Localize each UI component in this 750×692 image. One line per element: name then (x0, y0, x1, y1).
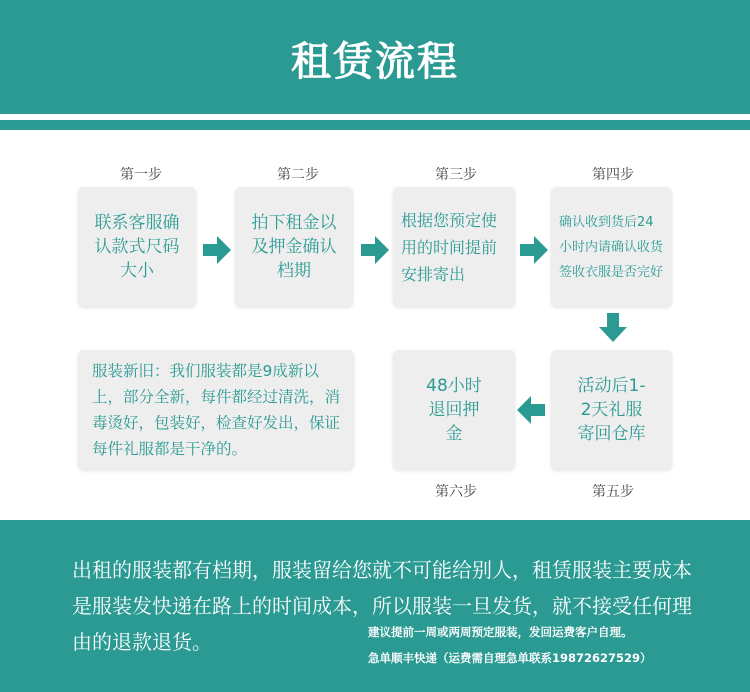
step-6-box (393, 350, 515, 470)
step-1-box (78, 187, 196, 307)
step-3-label: 第三步 (435, 167, 477, 183)
condition-note-box (78, 350, 354, 470)
step-3-box (393, 187, 515, 307)
condition-note-text: 服装新旧：我们服装都是9成新以上，部分全新，每件都经过清洗，消毒烫好，包装好，检查好发出，保证每件礼服都是干净的。 (92, 362, 341, 458)
step-5-box (551, 350, 672, 470)
step-2-box (235, 187, 353, 307)
step-4-text: 确认收到货后24小时内请确认收货签收衣服是否完好 (559, 214, 664, 280)
header-stripe (0, 120, 750, 130)
step-1-text: 联系客服确认款式尺码大小 (94, 213, 180, 281)
arrow-right-icon (203, 235, 231, 265)
footer-panel (0, 520, 750, 692)
step-6-text: 48小时退回押金 (426, 376, 482, 444)
step-4-box (551, 187, 672, 307)
step-5-label: 第五步 (592, 484, 634, 500)
step-1-label: 第一步 (120, 167, 162, 183)
page-title: 租赁流程 (291, 39, 459, 85)
step-5-text: 活动后1-2天礼服寄回仓库 (577, 376, 646, 444)
step-6-label: 第六步 (435, 484, 477, 500)
step-4-label: 第四步 (592, 167, 634, 183)
arrow-right-icon (361, 235, 389, 265)
footer-main-text: 出租的服装都有档期，服装留给您就不可能给别人，租赁服装主要成本是服装发快递在路上的时间成本，所以服装一旦发货，就不接受任何理由的退款退货。 (72, 558, 692, 654)
arrow-left-icon (516, 395, 546, 425)
step-3-text: 根据您预定使用的时间提前安排寄出 (401, 210, 498, 284)
arrow-right-icon (520, 235, 548, 265)
step-2-label: 第二步 (277, 167, 319, 183)
footer-note-line1: 建议提前一周或两周预定服装，发回运费客户自理。 (368, 625, 633, 639)
header-banner (0, 0, 750, 114)
step-2-text: 拍下租金以及押金确认档期 (251, 213, 337, 281)
footer-note-line2: 急单顺丰快递（运费需自理急单联系19872627529） (368, 651, 652, 665)
arrow-down-icon (598, 313, 628, 343)
